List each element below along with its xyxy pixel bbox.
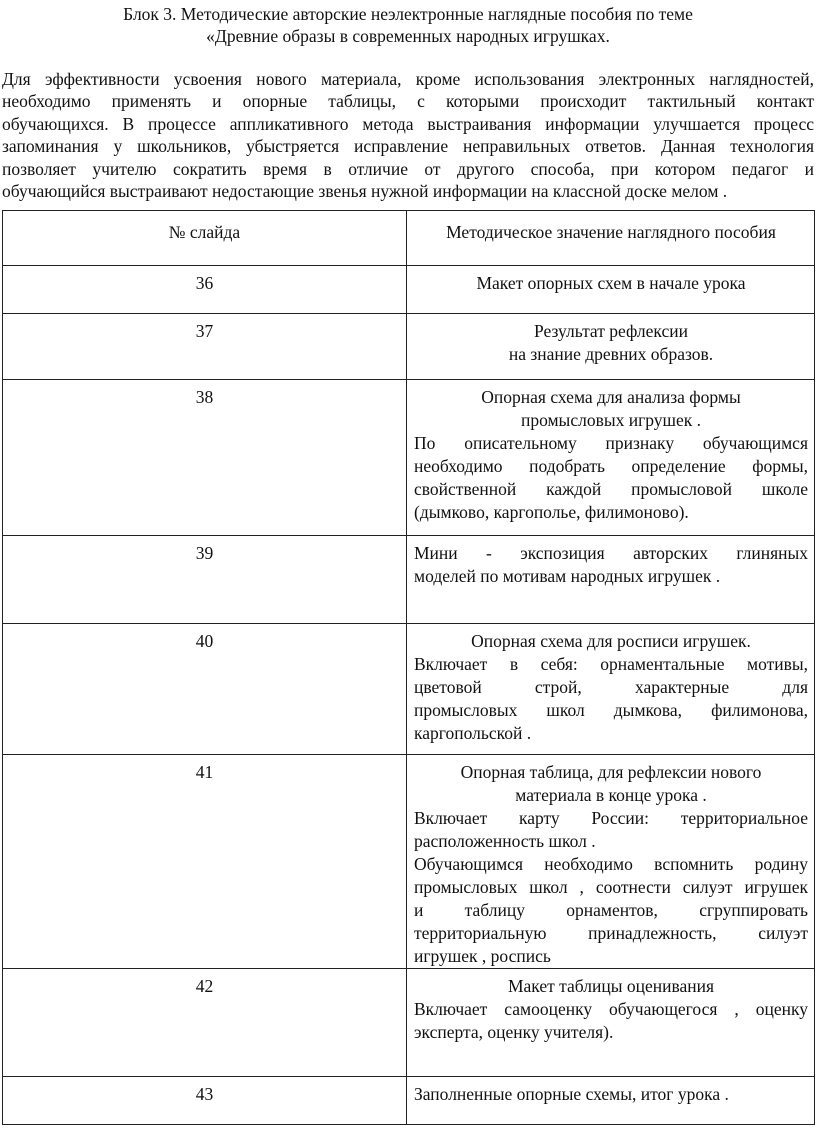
description-line: расположенность школ . [414, 831, 596, 851]
table-row [3, 1077, 815, 1125]
slide-number: 36 [3, 266, 407, 314]
description-line: на знание древних образов. [508, 344, 714, 364]
heading-line-1: Блок 3. Методические авторские неэлектронные наглядные пособия по теме [123, 4, 693, 24]
slide-description [407, 266, 815, 314]
table-row [3, 536, 815, 624]
header-slide-number: № слайда [3, 211, 407, 266]
table-row [3, 969, 815, 1077]
description-line: Опорная таблица, для рефлексии нового [460, 762, 762, 782]
page-heading [0, 3, 816, 47]
heading-line-2: «Древние образы в современных народных игрушках. [206, 26, 610, 46]
slide-number: 38 [3, 380, 407, 536]
slide-number: 39 [3, 536, 407, 624]
slides-table [2, 210, 815, 1125]
description-line: свойственной каждой промысловой школе [414, 479, 808, 499]
slide-description [407, 380, 815, 536]
description-line: Заполненные опорные схемы, итог урока . [414, 1084, 729, 1104]
slide-description [407, 755, 815, 969]
description-line: промысловых школ дымкова, филимонова, [414, 700, 808, 720]
description-line: цветовой строй, характерные для [414, 677, 808, 697]
intro-line: необходимо применять и опорные таблицы, с которыми происходит тактильный контакт [2, 91, 814, 112]
table-row [3, 266, 815, 314]
description-line: Мини - экспозиция авторских глиняных [414, 543, 808, 563]
slide-description [407, 314, 815, 380]
intro-line: обучающихся. В процессе аппликативного метода выстраивания информации улучшается процесс [2, 113, 814, 134]
slide-number: 37 [3, 314, 407, 380]
intro-paragraph [2, 68, 814, 202]
description-line: Макет опорных схем в начале урока [476, 273, 746, 293]
slide-description [407, 536, 815, 624]
slide-number: 42 [3, 969, 407, 1077]
description-line: Обучающимся необходимо вспомнить родину [414, 854, 808, 874]
description-line: (дымково, каргополье, филимоново). [414, 502, 689, 522]
description-line: Опорная схема для росписи игрушек. [471, 631, 751, 651]
description-line: Опорная схема для анализа формы [481, 387, 741, 407]
table-row [3, 624, 815, 755]
intro-line: Для эффективности усвоения нового материала, кроме использования электронных наглядностей, [2, 69, 814, 89]
slide-description [407, 969, 815, 1077]
description-line: моделей по мотивам народных игрушек . [414, 566, 721, 586]
intro-line: позволяет учителю сократить время в отличие от другого способа, при котором педагог и [2, 158, 814, 179]
description-line: и таблицу орнаментов, сгруппировать [414, 900, 808, 920]
intro-line: обучающийся выстраивают недостающие звенья нужной информации на классной доске мелом . [2, 181, 728, 202]
slide-description [407, 1077, 815, 1125]
description-line: каргопольской . [414, 723, 532, 743]
description-line: Включает самооценку обучающегося , оценку [414, 999, 808, 1019]
description-line: территориальную принадлежность, силуэт [414, 923, 808, 943]
description-line: Включает в себя: орнаментальные мотивы, [414, 654, 808, 674]
header-description: Методическое значение наглядного пособия [407, 211, 815, 266]
table-row [3, 380, 815, 536]
slide-number: 43 [3, 1077, 407, 1125]
description-line: игрушек , роспись [414, 946, 551, 966]
slide-number: 40 [3, 624, 407, 755]
description-line: Макет таблицы оценивания [507, 976, 715, 996]
table-row [3, 755, 815, 969]
description-line: промысловых игрушек . [520, 410, 702, 430]
slide-description [407, 624, 815, 755]
table-header-row [3, 211, 815, 266]
description-line: Результат рефлексии [534, 321, 688, 341]
slide-number: 41 [3, 755, 407, 969]
description-line: промысловых школ , соотнести силуэт игрушек [414, 877, 808, 897]
description-line: материала в конце урока . [515, 785, 707, 805]
description-line: эксперта, оценку учителя). [414, 1022, 614, 1042]
description-line: Включает карту России: территориальное [414, 808, 808, 828]
description-line: По описательному признаку обучающимся [414, 433, 808, 453]
intro-line: запоминания у школьников, убыстряется исправление неправильных ответов. Данная технология [2, 136, 814, 157]
table-row [3, 314, 815, 380]
description-line: необходимо подобрать определение формы, [414, 456, 808, 476]
